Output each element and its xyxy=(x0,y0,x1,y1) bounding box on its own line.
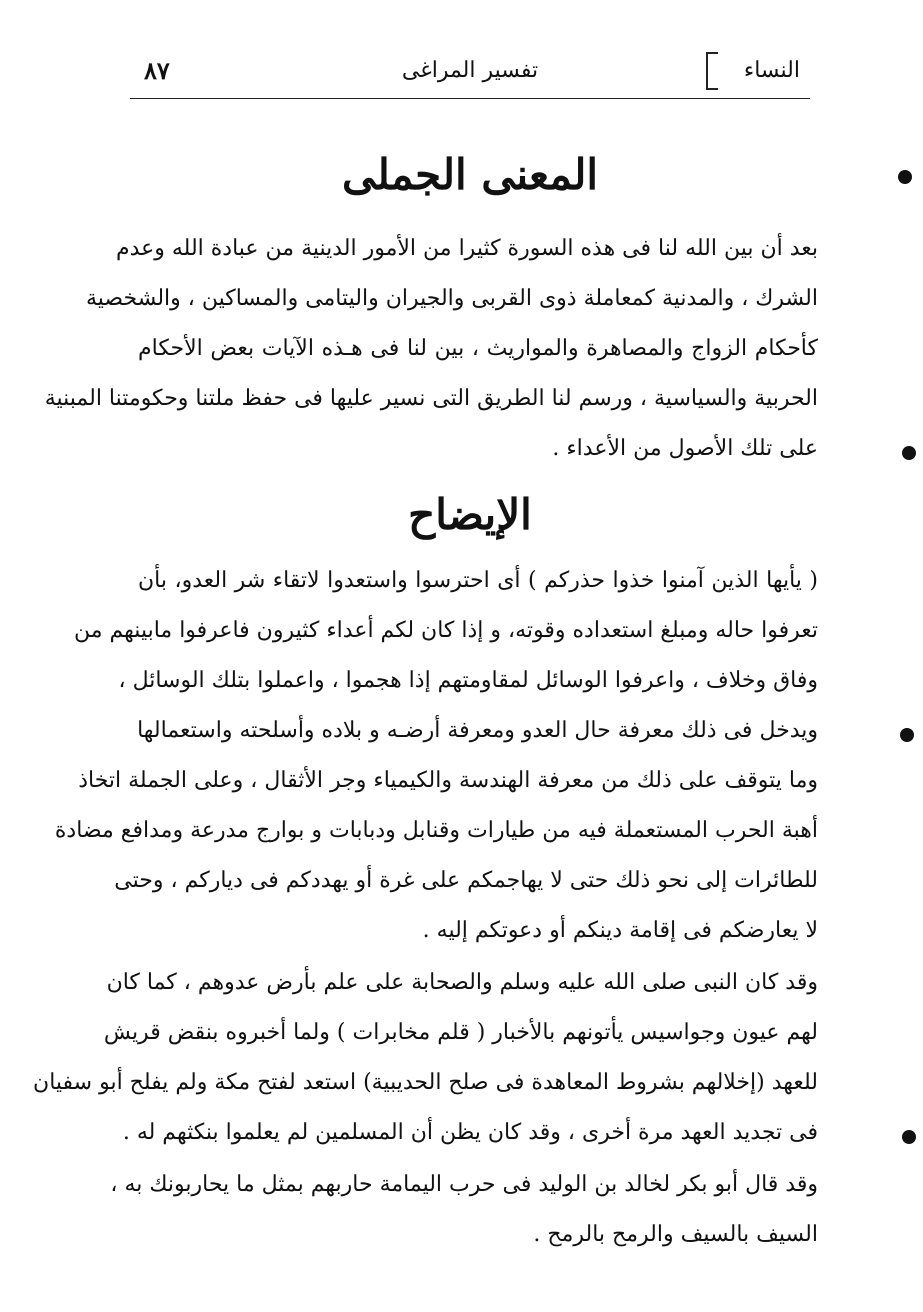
text-line: ( يأيها الذين آمنوا خذوا حذركم ) أى احترسوا واستعدوا لاتقاء شر العدو، بأن xyxy=(138,568,818,593)
scan-mark xyxy=(902,446,916,460)
surah-name: النساء xyxy=(743,58,800,83)
text-line: الحربية والسياسية ، ورسم لنا الطريق التى نسير عليها فى حفظ ملتنا وحكومتنا المبنية xyxy=(44,386,818,411)
section-title-explanation: الإيضاح xyxy=(408,490,532,539)
text-line: فى تجديد العهد مرة أخرى ، وقد كان يظن أن المسلمين لم يعلموا بنكثهم له . xyxy=(122,1120,818,1145)
text-line: لهم عيون وجواسيس يأتونهم بالأخبار ( قلم مخابرات ) ولما أخبروه بنقض قريش xyxy=(103,1020,818,1045)
scan-mark xyxy=(898,170,912,184)
paragraph xyxy=(33,958,818,1158)
text-line: على تلك الأصول من الأعداء . xyxy=(552,436,818,461)
text-line: بعد أن بين الله لنا فى هذه السورة كثيرا من الأمور الدينية من عبادة الله وعدم xyxy=(115,236,818,261)
text-line: لا يعارضكم فى إقامة دينكم أو دعوتكم إليه . xyxy=(422,918,818,943)
text-line: كأحكام الزواج والمصاهرة والمواريث ، بين لنا فى هـذه الآيات بعض الأحكام xyxy=(138,336,818,361)
text-line: للعهد (إخلالهم بشروط المعاهدة فى صلح الحديبية) استعد لفتح مكة ولم يفلح أبو سفيان xyxy=(33,1070,818,1095)
text-line: وما يتوقف على ذلك من معرفة الهندسة والكيمياء وجر الأثقال ، وعلى الجملة اتخاذ xyxy=(78,768,818,793)
running-header xyxy=(130,52,810,102)
text-line: للطائرات إلى نحو ذلك حتى لا يهاجمكم على غرة أو يهددكم فى دياركم ، وحتى xyxy=(114,868,818,893)
text-line: أهبة الحرب المستعملة فيه من طيارات وقنابل ودبابات و بوارج مدرعة ومدافع مضادة xyxy=(54,818,818,843)
text-line: الشرك ، والمدنية كمعاملة ذوى القربى والجيران واليتامى والمساكين ، والشخصية xyxy=(85,286,818,311)
paragraph xyxy=(110,1160,818,1260)
paragraph xyxy=(44,224,818,474)
text-line: السيف بالسيف والرمح بالرمح . xyxy=(533,1222,818,1247)
page-number: ٨٧ xyxy=(144,56,170,85)
text-line: وقد كان النبى صلى الله عليه وسلم والصحابة على علم بأرض عدوهم ، كما كان xyxy=(106,970,818,995)
text-line: تعرفوا حاله ومبلغ استعداده وقوته، و إذا كان لكم أعداء كثيرون فاعرفوا مابينهم من xyxy=(74,618,818,643)
header-rule xyxy=(130,98,810,99)
text-line: وقد قال أبو بكر لخالد بن الوليد فى حرب اليمامة حاربهم بمثل ما يحاربونك به ، xyxy=(110,1172,818,1197)
scan-mark xyxy=(900,728,914,742)
section-title-summary: المعنى الجملى xyxy=(341,150,599,199)
text-line: وفاق وخلاف ، واعرفوا الوسائل لمقاومتهم إذا هجموا ، واعملوا بتلك الوسائل ، xyxy=(118,668,818,693)
book-title: تفسير المراغى xyxy=(401,58,539,83)
paragraph xyxy=(54,556,818,956)
scan-mark xyxy=(902,1130,916,1144)
text-line: ويدخل فى ذلك معرفة حال العدو ومعرفة أرضـه و بلاده وأسلحته واستعمالها xyxy=(137,718,818,743)
